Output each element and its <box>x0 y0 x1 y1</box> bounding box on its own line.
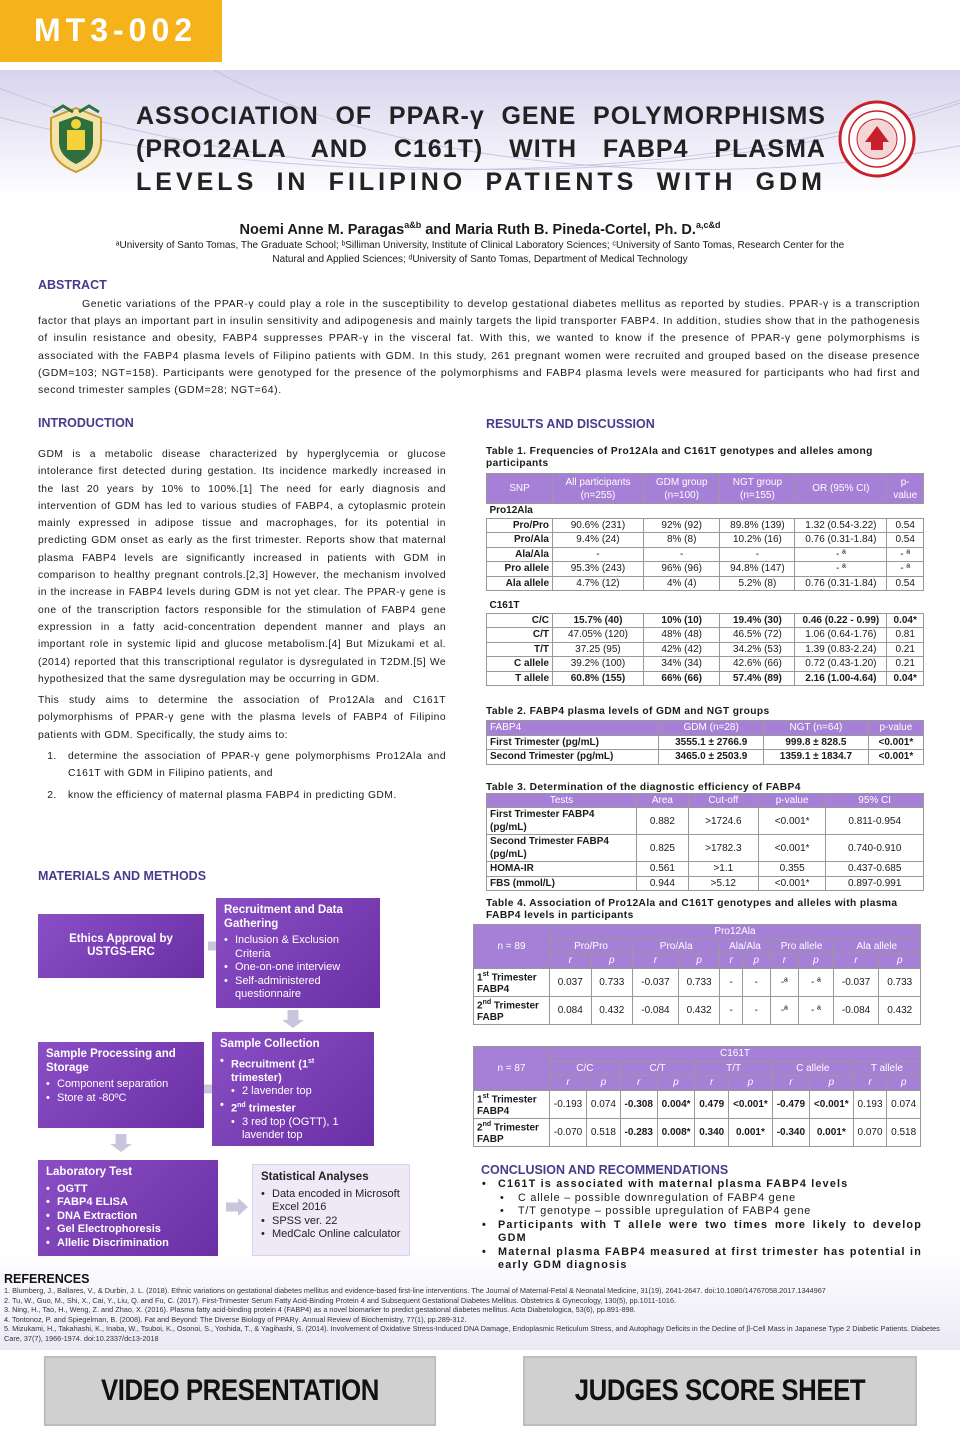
statistical-analyses-box: Statistical Analyses • Data encoded in Microsoft Excel 2016 • SPSS ver. 22 • MedCalc Online calculator <box>252 1164 410 1256</box>
genotype-header: C/T <box>620 1061 695 1076</box>
table-cell: 66% (66) <box>643 671 720 686</box>
table3-caption: Table 3. Determination of the diagnostic efficiency of FABP4 <box>486 782 801 793</box>
table-cell: FBS (mmol/L) <box>487 876 637 891</box>
table-cell: 9.4% (24) <box>553 533 644 548</box>
ust-crest-logo <box>45 102 107 174</box>
table-cell: -0.070 <box>550 1118 587 1146</box>
spacer-row <box>487 591 924 599</box>
table-cell: 0.21 <box>887 657 924 672</box>
stat-header: p <box>657 1076 695 1091</box>
ethics-box: Ethics Approval by USTGS-ERC <box>38 914 204 978</box>
table-cell: 0.944 <box>637 876 689 891</box>
authors-line: Noemi Anne M. Paragas$^{a\&b}$ and Maria Ruth B. Pineda-Cortel, Ph. D.$^{a,c\&d}$ <box>239 220 721 238</box>
table-cell: <0.001* <box>809 1090 853 1118</box>
table-cell: 34% (34) <box>643 657 720 672</box>
table-cell: 0.193 <box>853 1090 887 1118</box>
genotype-header: Pro/Pro <box>550 939 633 954</box>
row-label: 2nd Trimester FABP <box>474 996 550 1024</box>
sample-processing-box: Sample Processing and Storage • Component separation • Store at -80ºC <box>38 1042 204 1128</box>
genotype-header: C/C <box>550 1061 621 1076</box>
table-cell: Pro allele <box>487 562 553 577</box>
table-cell: 1.32 (0.54-3.22) <box>795 518 887 533</box>
table1-caption: Table 1. Frequencies of Pro12Ala and C161T genotypes and alleles among participants <box>486 446 873 469</box>
references-heading: REFERENCES <box>4 1272 90 1286</box>
table-cell: Second Trimester (pg/mL) <box>487 750 659 765</box>
table-row <box>487 876 924 891</box>
table-cell: -0.283 <box>620 1118 657 1146</box>
conclusion-list: • C161T is associated with maternal plasma FABP4 levels • C allele – possible downregulation of FABP4 gene • T/T genotype – possible upregulation of FABP4 gene • Participants with T allele were two times more likely to develop GDM • Maternal plasma FABP4 measured at first trimester has potential in early GDM diagnosis <box>478 1178 922 1273</box>
table-cell: -0.037 <box>633 968 679 996</box>
table-cell: 0.76 (0.31-1.84) <box>795 576 887 591</box>
table-cell: 0.074 <box>887 1090 921 1118</box>
stat-header: r <box>550 1076 587 1091</box>
table-cell: 0.81 <box>887 628 924 643</box>
table-row <box>487 862 924 877</box>
table-header-cell: OR (95% CI) <box>795 474 887 504</box>
table-cell: Ala/Ala <box>487 547 553 562</box>
group-row <box>487 599 924 614</box>
references-list: 1. Blumberg, J., Ballares, V., & Durbin, J. L. (2018). Ethnic variations on gestational diabetes mellitus and evidence-based first-line interventions. The Journal of Maternal-Fetal & Neonatal Medicine, 31(19), 2641-2647. doi:10.1080/14767058.2017.1344967 2. Tu, W., Guo, M., Shi, X., Cai, Y., Liu, Q. and Fu, C. (2017). First-Trimester Serum Fatty Acid-Binding Protein 4 and Subsequent Gestational Diabetes Mellitus. Obstetrics & Gynecology, 130(5), pp.1011-1016. 3. Ning, H., Tao, H., Weng, Z. and Zhao, X. (2016). Plasma fatty acid-binding protein 4 (FABP4) as a novel biomarker to predict gestational diabetes mellitus. Acta Diabetologica, 53(6), pp.891-898. 4. Tontonoz, P. and Spiegelman, B. (2008). Fat and Beyond: The Diverse Biology of PPARγ. Annual Review of Biochemistry, 77(1), pp.289-312. 5. Mizukami, H., Takahashi, K., Inaba, W., Tsuboi, K., Osonoi, S., Yoshida, T., & Yagihashi, S. (2014). Involvement of Oxidative Stress-Induced DNA Damage, Endoplasmic Reticulum Stress, and Autophagy Deficits in the Decline of β-Cell Mass in Japanese Type 2 Diabetic Patients. Diabetes Care, 37(7), 1966-1974. doi:10.2337/dc13-2018 <box>4 1286 940 1343</box>
table-cell: -0.308 <box>620 1090 657 1118</box>
table-cell: Second Trimester FABP4 (pg/mL) <box>487 835 637 862</box>
table-cell: 0.004* <box>657 1090 695 1118</box>
conclusion-heading: CONCLUSION AND RECOMMENDATIONS <box>481 1163 729 1177</box>
table-cell: 0.479 <box>695 1090 729 1118</box>
table-cell: 0.811-0.954 <box>826 808 924 835</box>
laboratory-test-box: Laboratory Test • OGTT • FABP4 ELISA • DNA Extraction • Gel Electrophoresis • Allelic Discrimination <box>38 1160 218 1256</box>
table-header-cell: FABP4 <box>487 721 659 736</box>
table-cell: -ª <box>770 996 799 1024</box>
table-cell: Pro/Ala <box>487 533 553 548</box>
results-heading: RESULTS AND DISCUSSION <box>486 417 655 431</box>
table-cell: <0.001* <box>758 835 825 862</box>
table-cell: 2.16 (1.00-4.64) <box>795 671 887 686</box>
table-cell: 0.001* <box>729 1118 773 1146</box>
table-row <box>487 518 924 533</box>
table-cell: 0.54 <box>887 533 924 548</box>
table-cell: 95.3% (243) <box>553 562 644 577</box>
stat-header: p <box>799 954 833 969</box>
table-header-cell: Area <box>637 794 689 808</box>
table-cell: 0.46 (0.22 - 0.99) <box>795 613 887 628</box>
table-cell: 0.432 <box>879 996 921 1024</box>
table-cell: -0.037 <box>833 968 879 996</box>
table-cell: >1.1 <box>688 862 758 877</box>
table-cell: 0.825 <box>637 835 689 862</box>
table-cell: 4% (4) <box>643 576 720 591</box>
poster-title: ASSOCIATION OF PPAR-γ GENE POLYMORPHISMS (PRO12ALA AND C161T) WITH FABP4 PLASMA LEVELS IN FILIPINO PATIENTS WITH GDM <box>136 102 826 196</box>
table-cell: - ª <box>887 562 924 577</box>
poster-code-badge: MT3-002 <box>0 0 222 62</box>
table-row <box>487 750 924 765</box>
table-cell: HOMA-IR <box>487 862 637 877</box>
table-row <box>474 968 921 996</box>
table-cell: 0.518 <box>887 1118 921 1146</box>
introduction-text: GDM is a metabolic disease characterized by hyperglycemia or glucose intolerance first detected during gestation. Its incidence markedly increased in the last 20 years by 10% to 100%.[1] The need for early diagnosis and intervention of GDM has led to various studies of FABP4, a cytoplasmic protein mainly expressed in adipose tissue and macrophages, for its potential in predicting GDM onset as early as the first trimester. Reports show that maternal plasma FABP4 levels are significantly increased in patients with GDM in comparison to healthy pregnant controls.[2,3] However, the mechanism involved in the increase in FABP4 levels during GDM is not yet clear. The PPAR-γ gene is one of the transcription factors responsible for the stimulation of FABP4 gene expression in a fatty acid-concentration dependent manner and plays an important role in systemic lipid and glucose metabolism.[4] But Mizukami et al. (2014) reported that this transcriptional regulator is dysregulated in T2DM.[5] We hypothesized that the same dysregulation may be occurring in GDM. This study aims to determine the association of Pro12Ala and C161T polymorphisms of PPAR-γ gene with the plasma levels of FABP4 of Filipino patients with GDM. Specifically, the study aims to: 1. determine the association of PPAR-γ gene polymorphisms Pro12Ala and C161T with GDM in Filipino patients, and 2. know the efficiency of maternal plasma FABP4 in predicting GDM. <box>38 446 446 808</box>
table-cell: - <box>720 996 743 1024</box>
silliman-university-seal <box>838 100 916 178</box>
table-cell: 10% (10) <box>643 613 720 628</box>
table-cell: -0.340 <box>772 1118 809 1146</box>
genotype-header: Pro/Ala <box>633 939 720 954</box>
table-header-cell: Tests <box>487 794 637 808</box>
table-cell: 0.008* <box>657 1118 695 1146</box>
table-row <box>487 657 924 672</box>
table-cell: 0.355 <box>758 862 825 877</box>
table-row <box>487 628 924 643</box>
row-label: 2nd Trimester FABP <box>474 1118 550 1146</box>
stat-header: r <box>620 1076 657 1091</box>
stat-header: p <box>587 1076 621 1091</box>
table-cell: 0.432 <box>678 996 720 1024</box>
table-cell: <0.001* <box>729 1090 773 1118</box>
stat-header: r <box>695 1076 729 1091</box>
table-header-row <box>474 925 921 940</box>
table-row <box>487 576 924 591</box>
table-header-cell: NGT (n=64) <box>764 721 869 736</box>
table-cell: First Trimester (pg/mL) <box>487 735 659 750</box>
table-cell: 92% (92) <box>643 518 720 533</box>
genotype-header: T allele <box>853 1061 920 1076</box>
stat-header: r <box>633 954 679 969</box>
stat-header: p <box>729 1076 773 1091</box>
abstract-text: Genetic variations of the PPAR-γ could play a role in the susceptibility to develop gestational diabetes mellitus as reported by studies. PPAR-γ is a transcription factor that plays an important part in insulin sensitivity and adipogenesis and mainly targets the lipid transporter FABP4. In addition, studies show that in the pathogenesis of insulin resistance and obesity, FABP4 suppresses PPAR-γ in the visceral fat. With this, we wanted to know if the presence of PPAR-γ gene polymorphisms is associated with the FABP4 plasma levels of Filipino patients with GDM. In this study, 261 pregnant women were recruited and grouped based on the disease presence (GDM=103; NGT=158). Participants were genotyped for the presence of the polymorphisms and FABP4 plasma levels were measured for participants who had first and second trimester samples (GDM=28; NGT=64). <box>38 298 920 397</box>
table-cell: 19.4% (30) <box>720 613 795 628</box>
table-cell: 1.06 (0.64-1.76) <box>795 628 887 643</box>
table-header-cell: p-value <box>868 721 923 736</box>
table-cell: -0.084 <box>833 996 879 1024</box>
stat-header: p <box>591 954 633 969</box>
table-cell: 999.8 ± 828.5 <box>764 735 869 750</box>
table-cell: - <box>743 968 771 996</box>
table-cell: 0.54 <box>887 576 924 591</box>
table-cell: 39.2% (100) <box>553 657 644 672</box>
stat-header: r <box>550 954 592 969</box>
table-diagnostic-efficiency <box>486 793 924 891</box>
table-cell: - <box>743 996 771 1024</box>
table-cell: -0.479 <box>772 1090 809 1118</box>
methods-heading: MATERIALS AND METHODS <box>38 869 207 883</box>
table2-caption: Table 2. FABP4 plasma levels of GDM and NGT groups <box>486 706 770 717</box>
table-cell: 42.6% (66) <box>720 657 795 672</box>
table-cell: 0.070 <box>853 1118 887 1146</box>
table-cell: 0.518 <box>587 1118 621 1146</box>
table-cell: 0.740-0.910 <box>826 835 924 862</box>
table-cell: 96% (96) <box>643 562 720 577</box>
table-cell: 0.21 <box>887 642 924 657</box>
table-cell: -0.193 <box>550 1090 587 1118</box>
table-cell: 3555.1 ± 2766.9 <box>659 735 764 750</box>
table-cell: 0.72 (0.43-1.20) <box>795 657 887 672</box>
table-cell: 1359.1 ± 1834.7 <box>764 750 869 765</box>
table-cell: 0.733 <box>879 968 921 996</box>
table-cell: 46.5% (72) <box>720 628 795 643</box>
table-cell: 48% (48) <box>643 628 720 643</box>
table-cell: 89.8% (139) <box>720 518 795 533</box>
stat-header: p <box>743 954 771 969</box>
table-cell: 0.76 (0.31-1.84) <box>795 533 887 548</box>
table-cell: T/T <box>487 642 553 657</box>
judges-score-sheet-button[interactable]: JUDGES SCORE SHEET <box>523 1356 917 1426</box>
table-cell: -0.084 <box>633 996 679 1024</box>
table-header-cell: SNP <box>487 474 553 504</box>
genotype-header: Pro allele <box>770 939 833 954</box>
affiliations: ᵃUniversity of Santo Tomas, The Graduate School; ᵇSilliman University, Institute of Clinical Laboratory Sciences; ᶜUniversity of Santo Tomas, Research Center for the Natural and Applied Sciences; ᵈUniversity of Santo Tomas, Department of Medical Technology <box>115 240 845 265</box>
table-cell: 4.7% (12) <box>553 576 644 591</box>
genotype-header: C allele <box>772 1061 853 1076</box>
table-cell: 0.084 <box>550 996 592 1024</box>
table-c161t-association <box>473 1046 921 1147</box>
group-row <box>487 504 924 519</box>
table-header-cell: All participants (n=255) <box>553 474 644 504</box>
table-cell: - ª <box>887 547 924 562</box>
table-cell: First Trimester FABP4 (pg/mL) <box>487 808 637 835</box>
video-presentation-button[interactable]: VIDEO PRESENTATION <box>44 1356 436 1426</box>
table-cell: - ª <box>799 968 833 996</box>
table-cell: 0.54 <box>887 518 924 533</box>
abstract-heading: ABSTRACT <box>38 278 107 292</box>
sample-size-cell: n = 89 <box>474 925 550 969</box>
table-header-cell: NGT group (n=155) <box>720 474 795 504</box>
row-label: 1st Trimester FABP4 <box>474 968 550 996</box>
stat-header: r <box>720 954 743 969</box>
stat-header: r <box>772 1076 809 1091</box>
table-cell: 60.8% (155) <box>553 671 644 686</box>
table-cell: - ª <box>795 547 887 562</box>
table-pro12ala-association <box>473 924 921 1025</box>
table-row <box>487 671 924 686</box>
introduction-heading: INTRODUCTION <box>38 416 134 430</box>
table-cell: 0.561 <box>637 862 689 877</box>
table-cell: 0.432 <box>591 996 633 1024</box>
table-cell: C/C <box>487 613 553 628</box>
table-row <box>487 613 924 628</box>
table-cell: 0.733 <box>591 968 633 996</box>
table4-caption: Table 4. Association of Pro12Ala and C161T genotypes and alleles with plasma FABP4 levels in participants <box>486 898 898 921</box>
table-cell: - ª <box>799 996 833 1024</box>
table-cell: C/T <box>487 628 553 643</box>
table-cell: 0.437-0.685 <box>826 862 924 877</box>
table-cell: <0.001* <box>868 750 923 765</box>
table-cell: 94.8% (147) <box>720 562 795 577</box>
table-cell: <0.001* <box>868 735 923 750</box>
table-cell: 90.6% (231) <box>553 518 644 533</box>
stat-header: r <box>853 1076 887 1091</box>
table-header-cell: 95% CI <box>826 794 924 808</box>
table-cell: 0.733 <box>678 968 720 996</box>
table-header-cell: GDM group (n=100) <box>643 474 720 504</box>
table-cell: <0.001* <box>758 876 825 891</box>
table-cell: Pro/Pro <box>487 518 553 533</box>
stat-header: r <box>770 954 799 969</box>
table-row <box>487 533 924 548</box>
table-header-cell: p-value <box>887 474 924 504</box>
table-header-row <box>487 794 924 808</box>
sample-size-cell: n = 87 <box>474 1047 550 1091</box>
group-label: C161T <box>489 600 520 611</box>
table-cell: 34.2% (53) <box>720 642 795 657</box>
genotype-header: T/T <box>695 1061 772 1076</box>
stat-header: r <box>833 954 879 969</box>
table-cell: 0.897-0.991 <box>826 876 924 891</box>
sample-collection-box: Sample Collection • Recruitment (1st trimester) • 2 lavender top • 2nd trimester • 3 red top (OGTT), 1 lavender top <box>212 1032 374 1146</box>
table-cell: 47.05% (120) <box>553 628 644 643</box>
table-row <box>474 1090 921 1118</box>
table-cell: 0.340 <box>695 1118 729 1146</box>
recruitment-box: Recruitment and Data Gathering • Inclusion & Exclusion Criteria • One-on-one interview • Self-administered questionnaire <box>216 898 380 1008</box>
table-cell: T allele <box>487 671 553 686</box>
gene-header: C161T <box>550 1047 921 1062</box>
genotype-header: Ala allele <box>833 939 920 954</box>
table-header-cell: Cut-off <box>688 794 758 808</box>
table-row <box>487 735 924 750</box>
table-row <box>487 547 924 562</box>
table-cell: 0.882 <box>637 808 689 835</box>
table-cell: 0.037 <box>550 968 592 996</box>
table-cell: - <box>643 547 720 562</box>
table-row <box>474 1118 921 1146</box>
table-cell: 0.074 <box>587 1090 621 1118</box>
table-cell: -ª <box>770 968 799 996</box>
table-cell: 3465.0 ± 2503.9 <box>659 750 764 765</box>
table-header-cell: GDM (n=28) <box>659 721 764 736</box>
table-header-row <box>487 721 924 736</box>
table-cell: C allele <box>487 657 553 672</box>
table-cell: - <box>553 547 644 562</box>
table-cell: 0.04* <box>887 613 924 628</box>
table-cell: 0.04* <box>887 671 924 686</box>
table-cell: <0.001* <box>758 808 825 835</box>
table-cell: 15.7% (40) <box>553 613 644 628</box>
table-row <box>487 642 924 657</box>
stat-header: p <box>887 1076 921 1091</box>
table-cell: >5.12 <box>688 876 758 891</box>
table-cell: - <box>720 968 743 996</box>
table-cell: - <box>720 547 795 562</box>
table-fabp4-levels <box>486 720 924 765</box>
table-header-row <box>474 1047 921 1062</box>
group-label: Pro12Ala <box>489 505 533 517</box>
table-row <box>487 808 924 835</box>
table-cell: Ala allele <box>487 576 553 591</box>
table-cell: >1782.3 <box>688 835 758 862</box>
gene-header: Pro12Ala <box>550 925 921 940</box>
table-row <box>487 835 924 862</box>
stat-header: p <box>678 954 720 969</box>
table-cell: 10.2% (16) <box>720 533 795 548</box>
table-row <box>487 562 924 577</box>
table-cell: 8% (8) <box>643 533 720 548</box>
table-header-row <box>487 474 924 504</box>
genotype-header: Ala/Ala <box>720 939 770 954</box>
table-cell: - ª <box>795 562 887 577</box>
table-cell: >1724.6 <box>688 808 758 835</box>
table-row <box>474 996 921 1024</box>
table-cell: 37.25 (95) <box>553 642 644 657</box>
table-header-cell: p-value <box>758 794 825 808</box>
row-label: 1st Trimester FABP4 <box>474 1090 550 1118</box>
table-cell: 1.39 (0.83-2.24) <box>795 642 887 657</box>
stat-header: p <box>879 954 921 969</box>
table-cell: 0.001* <box>809 1118 853 1146</box>
table-cell: 42% (42) <box>643 642 720 657</box>
table-cell: 57.4% (89) <box>720 671 795 686</box>
table-genotype-frequencies <box>486 473 924 686</box>
stat-header: p <box>809 1076 853 1091</box>
table-cell: 5.2% (8) <box>720 576 795 591</box>
